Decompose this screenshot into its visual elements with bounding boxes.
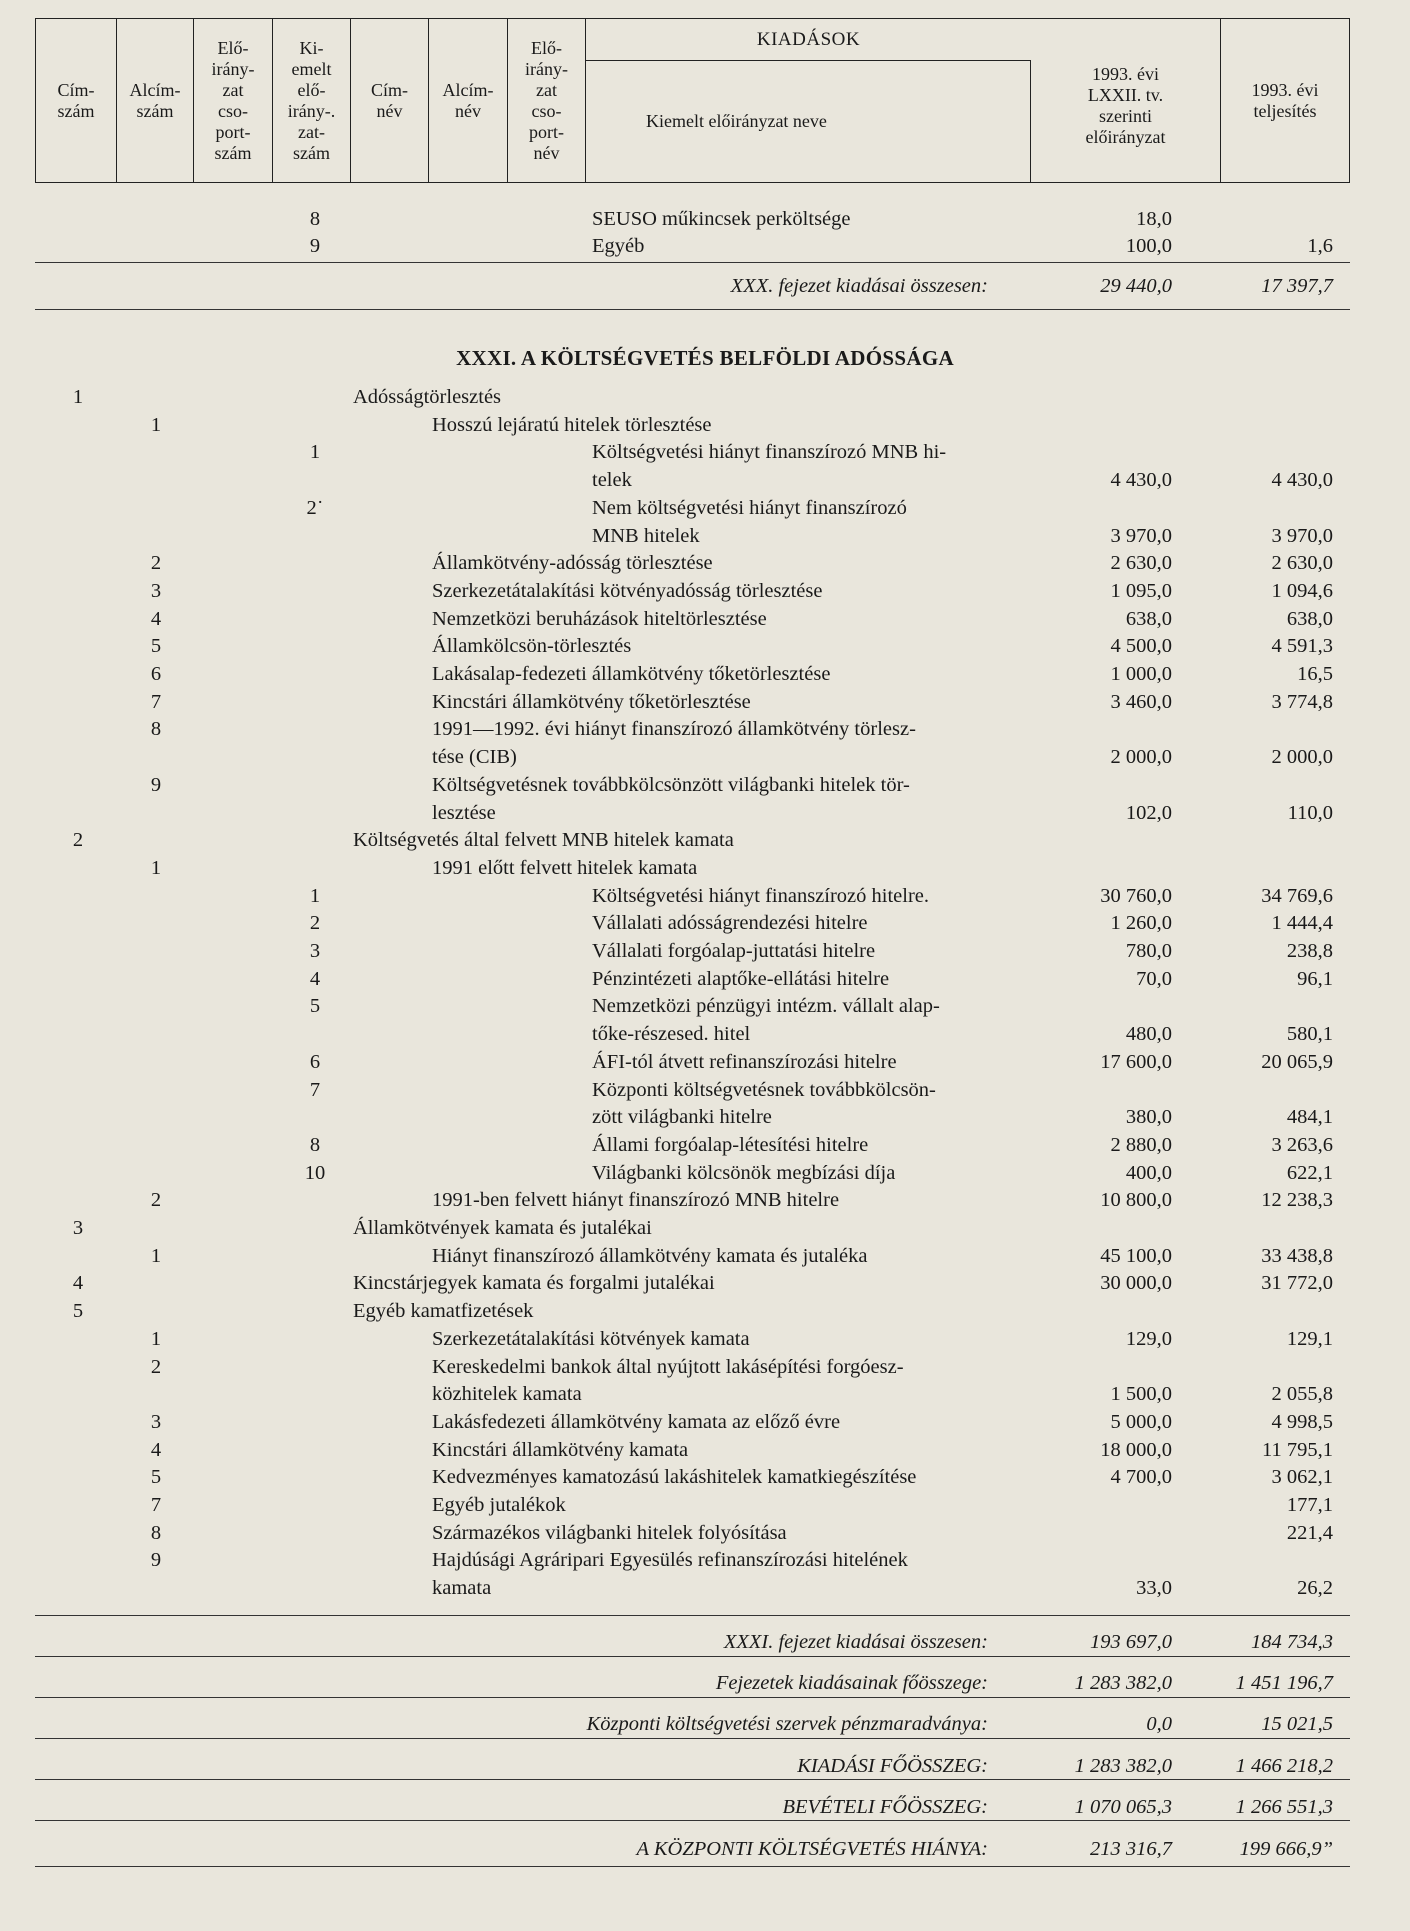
cim-szam: 5 <box>72 1300 84 1323</box>
total-label: XXXI. fejezet kiadásai összesen: <box>723 1631 988 1653</box>
divider <box>35 1615 1350 1616</box>
table-row <box>0 550 1410 577</box>
row-text: közhitelek kamata <box>432 1383 582 1406</box>
header-eloiranyzat-csoport-szam-text: Elő- irány- zat cso- port- szám <box>211 37 255 163</box>
value-teljesites: 31 772,0 <box>1261 1272 1333 1295</box>
total-teljesites: 15 021,5 <box>1261 1713 1333 1735</box>
table-row <box>0 233 1410 260</box>
divider <box>35 309 1350 310</box>
value-eloiranyzat: 1 000,0 <box>1110 663 1172 685</box>
value-teljesites: 221,4 <box>1286 1521 1333 1544</box>
value-teljesites: 1 444,4 <box>1271 912 1333 935</box>
cim-szam: 4 <box>72 1272 84 1295</box>
kiemelt-szam: 4 <box>309 967 321 990</box>
alcim-szam: 3 <box>150 1410 162 1433</box>
total-teljesites: 1 451 196,7 <box>1235 1672 1333 1694</box>
value-eloiranyzat: 2 000,0 <box>1110 746 1172 769</box>
value-eloiranyzat: 3 970,0 <box>1110 524 1172 547</box>
kiemelt-szam: 10 <box>304 1161 326 1184</box>
alcim-szam: 8 <box>150 718 162 741</box>
value-eloiranyzat: 18,0 <box>1136 208 1172 230</box>
table-row <box>0 910 1410 937</box>
divider <box>35 1866 1350 1867</box>
row-text: Egyéb <box>592 235 645 257</box>
header-cimnev-text: Cím- név <box>370 79 408 121</box>
value-teljesites: 34 769,6 <box>1261 884 1333 907</box>
header-kiadasok: KIADÁSOK <box>586 19 1031 61</box>
value-teljesites: 11 795,1 <box>1262 1438 1333 1461</box>
header-alcimnev <box>429 19 508 182</box>
alcim-szam: 7 <box>150 1494 162 1516</box>
table-row <box>0 938 1410 965</box>
kiemelt-szam: 2 <box>309 912 321 935</box>
header-eloiranyzat-csoport-szam <box>194 19 273 182</box>
alcim-szam: 5 <box>150 1466 162 1489</box>
table-row <box>0 1575 1410 1602</box>
table-row <box>0 1547 1410 1574</box>
value-eloiranyzat: 30 760,0 <box>1100 884 1172 907</box>
row-text: lesztése <box>432 801 496 824</box>
table-row <box>0 1243 1410 1270</box>
value-eloiranyzat: 17 600,0 <box>1100 1050 1172 1073</box>
table-row <box>0 206 1410 233</box>
row-text: ÁFI-tól átvett refinanszírozási hitelre <box>592 1050 897 1073</box>
row-text: tőke-részesed. hitel <box>592 1023 751 1046</box>
value-teljesites: 580,1 <box>1286 1023 1333 1046</box>
total-label: A KÖZPONTI KÖLTSÉGVETÉS HIÁNYA: <box>636 1838 988 1860</box>
kiemelt-szam: 7 <box>309 1078 321 1101</box>
header-teljesites-text: 1993. évi teljesítés <box>1251 79 1319 121</box>
table-row <box>0 1298 1410 1325</box>
table-row <box>0 1354 1410 1381</box>
value-teljesites: 110,0 <box>1287 801 1333 824</box>
value-eloiranyzat: 5 000,0 <box>1110 1410 1172 1433</box>
value-eloiranyzat: 4 700,0 <box>1110 1466 1172 1489</box>
total-eloiranyzat: 1 283 382,0 <box>1074 1755 1172 1777</box>
row-text: Nemzetközi pénzügyi intézm. vállalt alap- <box>592 995 940 1018</box>
header-cimszam-text: Cím- szám <box>57 79 95 121</box>
total-label: XXX. fejezet kiadásai összesen: <box>730 275 988 297</box>
row-text: Költségvetési hiányt finanszírozó MNB hi- <box>592 441 947 464</box>
row-text: Államkötvény-adósság törlesztése <box>432 552 713 575</box>
row-text: Nemzetközi beruházások hiteltörlesztése <box>432 607 767 630</box>
row-text: Vállalati forgóalap-juttatási hitelre <box>592 940 876 962</box>
kiemelt-szam: 5 <box>309 995 321 1018</box>
row-text: Költségvetés által felvett MNB hitelek kamata <box>353 829 734 852</box>
row-text: Lakásalap-fedezeti államkötvény tőketörlesztése <box>432 663 831 685</box>
value-eloiranyzat: 2 630,0 <box>1110 552 1172 575</box>
total-row <box>0 1629 1410 1656</box>
row-text: MNB hitelek <box>592 524 700 547</box>
value-eloiranyzat: 10 800,0 <box>1100 1189 1172 1212</box>
value-eloiranyzat: 70,0 <box>1136 967 1172 990</box>
table-row <box>0 1132 1410 1159</box>
table-row <box>0 1187 1410 1214</box>
value-teljesites: 2 055,8 <box>1271 1383 1333 1406</box>
table-row <box>0 1492 1410 1519</box>
alcim-szam: 4 <box>150 1438 162 1461</box>
row-text: 1991-ben felvett hiányt finanszírozó MNB hitelre <box>432 1189 840 1212</box>
alcim-szam: 1 <box>150 1244 162 1267</box>
cim-szam: 2 <box>72 829 84 852</box>
value-teljesites: 622,1 <box>1286 1161 1333 1184</box>
table-row <box>0 716 1410 743</box>
header-eloiranyzat-csoport-nev-text: Elő- irány- zat cso- port- név <box>525 37 568 163</box>
table-row <box>0 1270 1410 1297</box>
total-eloiranyzat: 29 440,0 <box>1100 275 1172 297</box>
row-text: Adósságtörlesztés <box>353 386 502 408</box>
alcim-szam: 5 <box>150 635 162 658</box>
value-eloiranyzat: 129,0 <box>1125 1327 1172 1350</box>
kiemelt-szam: 3 <box>309 940 321 962</box>
alcim-szam: 7 <box>150 690 162 713</box>
value-teljesites: 4 430,0 <box>1271 469 1333 492</box>
total-label: BEVÉTELI FŐÖSSZEG: <box>782 1796 988 1818</box>
value-eloiranyzat: 638,0 <box>1125 607 1172 630</box>
value-eloiranyzat: 4 500,0 <box>1110 635 1172 658</box>
value-eloiranyzat: 1 260,0 <box>1110 912 1172 935</box>
value-eloiranyzat: 1 095,0 <box>1110 579 1172 602</box>
value-teljesites: 20 065,9 <box>1261 1050 1333 1073</box>
alcim-szam: 8 <box>150 1521 162 1544</box>
row-text: SEUSO műkincsek perköltsége <box>592 208 851 230</box>
cim-szam: 1 <box>72 386 84 408</box>
row-text: Kincstári államkötvény kamata <box>432 1438 689 1461</box>
row-text: Nem költségvetési hiányt finanszírozó <box>592 496 907 519</box>
alcim-szam: 9 <box>150 773 162 796</box>
row-text: Kedvezményes kamatozású lakáshitelek kamatkiegészítése <box>432 1466 917 1489</box>
alcim-szam: 1 <box>150 856 162 879</box>
alcim-szam: 2 <box>150 552 162 575</box>
table-row <box>0 993 1410 1020</box>
row-text: Költségvetésnek továbbkölcsönzött világbanki hitelek tör- <box>432 773 910 796</box>
row-text: Hajdúsági Agráripari Egyesülés refinanszírozási hitelének <box>432 1549 908 1572</box>
total-label: KIADÁSI FŐÖSSZEG: <box>797 1755 988 1777</box>
row-text: Költségvetési hiányt finanszírozó hitelre. <box>592 884 930 907</box>
alcim-szam: 1 <box>150 413 162 436</box>
header-kiemelt-szam <box>273 19 351 182</box>
alcim-szam: 4 <box>150 607 162 630</box>
kiemelt-szam: 8 <box>309 1133 321 1156</box>
table-row <box>0 467 1410 494</box>
divider <box>35 1697 1350 1698</box>
value-eloiranyzat: 100,0 <box>1125 235 1172 257</box>
total-row <box>0 1794 1410 1821</box>
value-eloiranyzat: 4 430,0 <box>1110 469 1172 492</box>
table-row <box>0 1077 1410 1104</box>
row-text: Állami forgóalap-létesítési hitelre <box>592 1133 869 1156</box>
total-eloiranyzat: 0,0 <box>1146 1713 1172 1735</box>
row-text: Világbanki kölcsönök megbízási díja <box>592 1161 896 1184</box>
section-title: XXXI. A KÖLTSÉGVETÉS BELFÖLDI ADÓSSÁGA <box>456 346 954 370</box>
alcim-szam: 2 <box>150 1355 162 1378</box>
xxx-total-row <box>0 273 1410 300</box>
table-row <box>0 578 1410 605</box>
value-eloiranyzat: 380,0 <box>1125 1106 1172 1129</box>
total-row <box>0 1711 1410 1738</box>
value-teljesites: 3 263,6 <box>1271 1133 1333 1156</box>
row-text: kamata <box>432 1577 492 1600</box>
header-cimszam <box>36 19 117 182</box>
row-text: Kincstári államkötvény tőketörlesztése <box>432 690 751 713</box>
header-teljesites <box>1221 19 1349 182</box>
kiemelt-szam: 2˙ <box>306 496 324 519</box>
total-teljesites: 199 666,9” <box>1239 1838 1333 1860</box>
header-eloiranyzat-text: 1993. évi LXXII. tv. szerinti előirányzat <box>1085 63 1166 147</box>
value-teljesites: 26,2 <box>1297 1577 1333 1600</box>
value-teljesites: 1 094,6 <box>1271 579 1333 602</box>
table-row <box>0 439 1410 466</box>
divider <box>35 1738 1350 1739</box>
row-text: Származékos világbanki hitelek folyósítása <box>432 1521 787 1544</box>
table-row <box>0 883 1410 910</box>
row-text: Hiányt finanszírozó államkötvény kamata és jutaléka <box>432 1244 868 1267</box>
header-eloiranyzat-csoport-nev <box>508 19 586 182</box>
value-teljesites: 129,1 <box>1286 1327 1333 1350</box>
kiemelt-szam: 6 <box>309 1050 321 1073</box>
row-text: Államkölcsön-törlesztés <box>432 635 632 658</box>
value-eloiranyzat: 2 880,0 <box>1110 1133 1172 1156</box>
kiemelt-szam: 9 <box>309 235 321 257</box>
value-teljesites: 33 438,8 <box>1261 1244 1333 1267</box>
value-teljesites: 4 998,5 <box>1271 1410 1333 1433</box>
value-eloiranyzat: 102,0 <box>1125 801 1172 824</box>
total-eloiranyzat: 193 697,0 <box>1090 1631 1172 1653</box>
kiemelt-szam: 1 <box>309 441 321 464</box>
table-row <box>0 1520 1410 1547</box>
row-text: Hosszú lejáratú hitelek törlesztése <box>432 413 712 436</box>
value-teljesites: 238,8 <box>1286 940 1333 962</box>
row-text: Pénzintézeti alaptőke-ellátási hitelre <box>592 967 890 990</box>
table-row <box>0 827 1410 854</box>
value-teljesites: 177,1 <box>1286 1494 1333 1516</box>
total-teljesites: 1 466 218,2 <box>1235 1755 1333 1777</box>
value-eloiranyzat: 400,0 <box>1125 1161 1172 1184</box>
value-teljesites: 2 630,0 <box>1271 552 1333 575</box>
table-row <box>0 966 1410 993</box>
row-text: 1991 előtt felvett hitelek kamata <box>432 856 698 879</box>
table-row <box>0 1021 1410 1048</box>
table-row <box>0 1326 1410 1353</box>
value-teljesites: 3 970,0 <box>1271 524 1333 547</box>
row-text: Egyéb jutalékok <box>432 1494 566 1516</box>
value-teljesites: 4 591,3 <box>1271 635 1333 658</box>
value-eloiranyzat: 780,0 <box>1125 940 1172 962</box>
total-teljesites: 17 397,7 <box>1261 275 1333 297</box>
row-text: Szerkezetátalakítási kötvényadósság törlesztése <box>432 579 823 602</box>
row-text: Kereskedelmi bankok által nyújtott lakásépítési forgóesz- <box>432 1355 904 1378</box>
total-label: Fejezetek kiadásainak főösszege: <box>715 1672 988 1694</box>
value-teljesites: 638,0 <box>1286 607 1333 630</box>
total-eloiranyzat: 1 070 065,3 <box>1074 1796 1172 1818</box>
header-kiemelt-nev: Kiemelt előirányzat neve <box>646 111 827 131</box>
value-eloiranyzat: 30 000,0 <box>1100 1272 1172 1295</box>
table-row <box>0 800 1410 827</box>
total-row <box>0 1753 1410 1780</box>
header-cimnev <box>351 19 429 182</box>
row-text: Egyéb kamatfizetések <box>353 1300 534 1323</box>
row-text: 1991—1992. évi hiányt finanszírozó államkötvény törlesz- <box>432 718 916 741</box>
value-teljesites: 12 238,3 <box>1261 1189 1333 1212</box>
table-row <box>0 1381 1410 1408</box>
header-kiemelt-szam-text: Ki- emelt elő- irány-. zat- szám <box>287 37 336 163</box>
table-header <box>35 18 1350 183</box>
row-text: zött világbanki hitelre <box>592 1106 772 1129</box>
total-eloiranyzat: 213 316,7 <box>1090 1838 1172 1860</box>
row-text: Központi költségvetésnek továbbkölcsön- <box>592 1078 936 1101</box>
table-row <box>0 1104 1410 1131</box>
total-row <box>0 1670 1410 1697</box>
row-text: Lakásfedezeti államkötvény kamata az előző évre <box>432 1410 841 1433</box>
row-text: Kincstárjegyek kamata és forgalmi jutalékai <box>353 1272 715 1295</box>
value-eloiranyzat: 480,0 <box>1125 1023 1172 1046</box>
table-row <box>0 384 1410 411</box>
table-row <box>0 495 1410 522</box>
table-row <box>0 633 1410 660</box>
value-eloiranyzat: 18 000,0 <box>1100 1438 1172 1461</box>
table-row <box>0 412 1410 439</box>
alcim-szam: 9 <box>150 1549 162 1572</box>
kiemelt-szam: 8 <box>309 208 321 230</box>
value-eloiranyzat: 1 500,0 <box>1110 1383 1172 1406</box>
cim-szam: 3 <box>72 1217 84 1239</box>
table-row <box>0 1160 1410 1187</box>
table-row <box>0 689 1410 716</box>
alcim-szam: 6 <box>150 663 162 685</box>
value-teljesites: 3 062,1 <box>1271 1466 1333 1489</box>
header-eloiranyzat <box>1031 19 1221 182</box>
total-teljesites: 184 734,3 <box>1251 1631 1333 1653</box>
table-row <box>0 744 1410 771</box>
table-row <box>0 606 1410 633</box>
table-row <box>0 855 1410 882</box>
value-teljesites: 484,1 <box>1286 1106 1333 1129</box>
table-row <box>0 772 1410 799</box>
table-row <box>0 661 1410 688</box>
kiemelt-szam: 1 <box>309 884 321 907</box>
table-row <box>0 1409 1410 1436</box>
table-row <box>0 1049 1410 1076</box>
value-eloiranyzat: 3 460,0 <box>1110 690 1172 713</box>
table-row <box>0 1437 1410 1464</box>
value-teljesites: 2 000,0 <box>1271 746 1333 769</box>
value-teljesites: 3 774,8 <box>1271 690 1333 713</box>
row-text: tése (CIB) <box>432 746 517 769</box>
total-teljesites: 1 266 551,3 <box>1235 1796 1333 1818</box>
divider <box>35 1656 1350 1657</box>
value-teljesites: 1,6 <box>1307 235 1333 257</box>
value-teljesites: 16,5 <box>1297 663 1333 685</box>
row-text: Államkötvények kamata és jutalékai <box>353 1217 652 1239</box>
header-kiemelt-divider <box>586 61 1031 182</box>
divider <box>35 262 1350 263</box>
alcim-szam: 1 <box>150 1327 162 1350</box>
header-alcimszam-text: Alcím- szám <box>129 79 181 121</box>
value-eloiranyzat: 33,0 <box>1136 1577 1172 1600</box>
header-alcimszam <box>117 19 194 182</box>
row-text: telek <box>592 469 632 492</box>
alcim-szam: 3 <box>150 579 162 602</box>
header-alcimnev-text: Alcím- név <box>442 79 494 121</box>
table-row <box>0 1215 1410 1242</box>
total-label: Központi költségvetési szervek pénzmaradványa: <box>586 1713 988 1735</box>
value-eloiranyzat: 45 100,0 <box>1100 1244 1172 1267</box>
row-text: Szerkezetátalakítási kötvények kamata <box>432 1327 750 1350</box>
alcim-szam: 2 <box>150 1189 162 1212</box>
total-eloiranyzat: 1 283 382,0 <box>1074 1672 1172 1694</box>
table-row <box>0 1464 1410 1491</box>
value-teljesites: 96,1 <box>1297 967 1333 990</box>
row-text: Vállalati adósságrendezési hitelre <box>592 912 868 935</box>
total-row <box>0 1836 1410 1863</box>
table-row <box>0 523 1410 550</box>
